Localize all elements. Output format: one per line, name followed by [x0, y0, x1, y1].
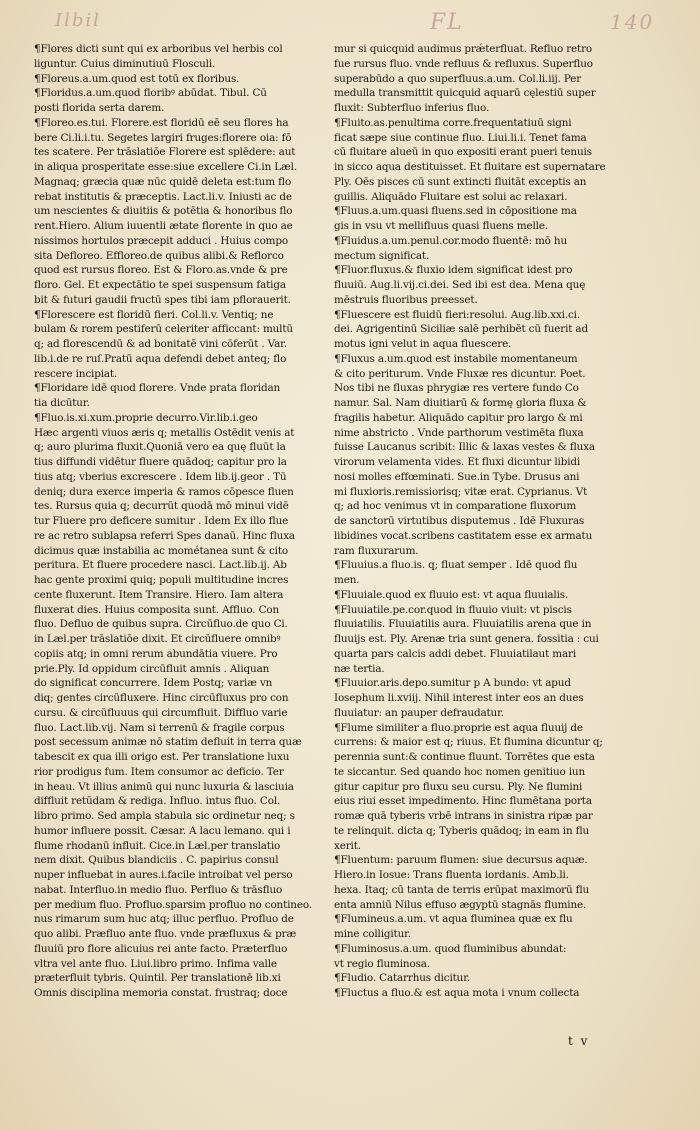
- text-line: bere Ci.li.i.tu. Segetes largiri fruges:florere oia: fō: [34, 131, 292, 144]
- text-line: diq; gentes circūfluxere. Hinc circūfluxus pro con: [34, 692, 289, 704]
- text-line: flume rhodanū influit. Cice.in Læl.per translatio: [34, 839, 281, 852]
- text-line: Omnis disciplina memoria constat. frustraq; doce: [34, 987, 288, 999]
- text-line: fluuiū. Aug.li.vij.ci.dei. Sed ibi est dea. Mena quę: [334, 279, 586, 291]
- text-line: ¶Floridare idē quod florere. Vnde prata floridan: [34, 382, 281, 395]
- text-line: motus igni velut in aqua fluescere.: [334, 338, 512, 350]
- text-line: tes. Rursus quia q; decurrūt quodā mō minui vidē: [34, 500, 289, 513]
- text-line: medulla transmittit quicquid aquarū cęlestiū super: [334, 87, 596, 100]
- text-line: re ac retro sublapsa referri Spes danaū. Hinc fluxa: [34, 529, 295, 542]
- text-line: Nos tibi ne fluxas phrygiæ res vertere fundo Co: [334, 382, 579, 395]
- text-line: tabescit ex qua illi origo est. Per translatione luxu: [34, 751, 290, 763]
- text-line: dei. Agrigentinū Siciliæ salē perhibēt cū fuerit ad: [334, 323, 588, 336]
- text-line: mine colligitur.: [334, 928, 411, 940]
- text-line: prie.Ply. Id oppidum circūfluit amnis . Aliquan: [34, 662, 270, 675]
- text-line: guillis. Aliquādo Fluitare est solui ac relaxari.: [334, 190, 568, 203]
- text-line: libro primo. Sed ampla stabula sic ordinetur neq; s: [34, 810, 295, 822]
- text-line: ¶Fluus.a.um.quasi fluens.sed in cōpositione ma: [334, 205, 577, 218]
- text-line: sita Defloreo. Effloreo.de quibus alibi.& Reflorco: [34, 249, 284, 262]
- text-line: cente fluxerunt. Item Transire. Hiero. Iam altera: [34, 588, 284, 601]
- text-line: fluo. Defluo de quibus supra. Circūfluo.de quo Ci.: [34, 618, 288, 631]
- text-line: in sicco aqua destituisset. Et fluitare est supernatare: [334, 161, 606, 173]
- text-line: q; ad hoc venimus vt in comparatione fluxorum: [334, 500, 577, 513]
- text-line: ¶Florescere est floridū fieri. Col.li.v. Ventiq; ne: [34, 308, 274, 321]
- text-line: fluo. Lact.lib.vij. Nam si terrenū & fragile corpus: [34, 721, 285, 734]
- text-line: nuper influebat in aures.i.facile introibat vel perso: [34, 869, 293, 881]
- text-line: virorum velamenta vides. Et fluxi dicuntur libidi: [334, 456, 581, 468]
- text-line: tius atq; vberius excrescere . Idem lib.ij.geor . Tū: [34, 470, 287, 483]
- text-line: mur si quicquid audimus prǽterfluat. Refluo retro: [334, 43, 592, 55]
- text-line: bit & futuri gaudii fructū spes tibi iam pflorauerit.: [34, 293, 291, 306]
- text-line: ¶Fluuiale.quod ex fluuio est: vt aqua fluuialis.: [334, 588, 569, 601]
- text-column-left: [34, 42, 316, 1001]
- text-line: per medium fluo. Profluo.sparsim profluo no contineo.: [34, 898, 312, 911]
- text-line: enta amniū Nilus effuso ægyptū stagnās flumine.: [334, 898, 587, 911]
- text-line: currens: & maior est q; riuus. Et flumina dicuntur q;: [334, 736, 603, 749]
- handwritten-mark-left: Ilbil: [55, 10, 101, 31]
- text-line: copiis atq; in omni rerum abundātia viuere. Pro: [34, 647, 278, 660]
- text-line: Hiero.in Iosue: Trans fluenta iordanis. Amb.li.: [334, 869, 569, 881]
- text-line: xerit.: [334, 839, 361, 852]
- text-line: mi fluxioris.remissiorisq; vitæ erat. Cyprianus. Vt: [334, 485, 588, 498]
- text-line: Magnaq; græcia quæ nūc quidē deleta est:tum flo: [34, 175, 292, 188]
- text-line: te siccantur. Sed quando hoc nomen genitiuo iun: [334, 765, 586, 778]
- text-line: posti florida serta darem.: [34, 102, 165, 114]
- text-line: fluuiatur: an pauper defraudatur.: [334, 706, 504, 719]
- text-line: fluuiū pro flore alicuius rei ante facto. Præterfluo: [34, 942, 288, 955]
- text-line: de sanctorū virtutibus disputemus . Idē Fluxuras: [334, 515, 585, 527]
- text-line: diffluit retūdam & rediga. Influo. intus fluo. Col.: [34, 795, 281, 808]
- text-line: nissimos hortulos præcepit adduci . Huius compo: [34, 234, 288, 247]
- text-line: næ tertia.: [334, 662, 385, 675]
- text-line: ram fluxurarum.: [334, 544, 419, 557]
- text-line: q; ad florescendū & ad bonitatē vini cōferūt . Var.: [34, 338, 287, 350]
- text-line: rior prodigus fum. Item consumor ac deficio. Ter: [34, 765, 284, 778]
- text-line: ¶Fluentum: paruum flumen: siue decursus aquæ.: [334, 854, 588, 867]
- text-line: rescere incipiat.: [34, 367, 118, 380]
- signature-mark: t v: [568, 1034, 590, 1048]
- text-line: perennia sunt:& continue fluunt. Torrētes que esta: [334, 751, 595, 763]
- text-line: um nescientes & diuitiis & potētia & honoribus flo: [34, 205, 293, 218]
- text-line: ¶Floreo.es.tui. Florere.est floridū eē seu flores ha: [34, 116, 289, 129]
- text-line: post secessum animæ nō statim defluit in terra quæ: [34, 736, 302, 749]
- text-line: nime abstricto . Vnde parthorum vestimēta fluxa: [334, 426, 584, 439]
- text-line: tes scatere. Per trāslatiōe Florere est splēdere: aut: [34, 146, 296, 159]
- text-line: vt regio fluminosa.: [334, 957, 430, 970]
- text-line: ¶Fluor.fluxus.& fluxio idem significat idest pro: [334, 264, 573, 277]
- text-line: quarta pars calcis addi debet. Fluuiatilaut mari: [334, 647, 577, 660]
- text-line: ¶Fluescere est fluidū fieri:resolui. Aug.lib.xxi.ci.: [334, 308, 580, 321]
- text-line: bulam & rorem pestiferū celeriter afficcant: multū: [34, 323, 293, 336]
- text-line: superabūdo a quo superfluus.a.um. Col.li.iij. Per: [334, 72, 582, 85]
- text-line: fluuijs est. Ply. Arenæ tria sunt genera. fossitia : cui: [334, 633, 599, 645]
- text-line: gis in vsu vt mellifluus quasi fluens melle.: [334, 220, 548, 232]
- text-line: ¶Fluo.is.xi.xum.proprie decurro.Vir.lib.i.geo: [34, 411, 258, 424]
- text-line: eius riui esset impedimento. Hinc flumētana porta: [334, 795, 592, 808]
- text-line: q; auro plurima fluxit.Quoniā vero ea quę fluūt la: [34, 441, 286, 454]
- text-line: ¶Floreus.a.um.quod est totū ex floribus.: [34, 72, 240, 85]
- text-line: ¶Fluito.as.penultima corre.frequentatiuū signi: [334, 116, 572, 129]
- text-line: Iosephum li.xviij. Nihil interest inter eos an dues: [334, 692, 584, 704]
- text-line: ¶Fluuius.a fluo.is. q; fluat semper . Idē quod flu: [334, 559, 578, 572]
- text-line: nosi molles effœminati. Sue.in Tybe. Drusus ani: [334, 470, 580, 483]
- text-line: hexa. Itaq; cū tanta de terris erūpat maximorū flu: [334, 883, 590, 896]
- text-line: tius diffundi vidētur fluere quādoq; capitur pro la: [34, 456, 287, 468]
- text-column-right: [334, 42, 620, 1001]
- text-line: fue rursus fluo. vnde refluus & refluxus. Superfluo: [334, 57, 593, 70]
- text-line: peritura. Et fluere procedere nasci. Lact.lib.ij. Ab: [34, 559, 287, 572]
- text-line: mēstruis fluoribus preesset.: [334, 293, 478, 306]
- text-line: vltra vel ante fluo. Liui.libro primo. Infima valle: [34, 957, 277, 970]
- text-line: men.: [334, 574, 360, 586]
- text-line: gitur capitur pro fluxu seu cursu. Ply. Ne flumini: [334, 780, 583, 793]
- text-line: ¶Floridus.a.um.quod floribꝰ abūdat. Tibul. Cū: [34, 87, 267, 100]
- text-line: ¶Fludio. Catarrhus dicitur.: [334, 972, 471, 985]
- text-line: floro. Gel. Et expectātio te spei suspensum fatiga: [34, 279, 286, 291]
- text-line: tur Fluere pro deficere sumitur . Idem Ex illo flue: [34, 515, 289, 527]
- text-line: tia dicūtur.: [34, 397, 90, 409]
- text-line: rebat institutis & præceptis. Lact.li.v. Iniusti ac de: [34, 190, 292, 203]
- text-line: fragilis habetur. Aliquādo capitur pro largo & mi: [334, 411, 583, 424]
- text-line: cū fluitare alueū in quo expositi erant pueri tenuis: [334, 146, 592, 159]
- handwritten-mark-center: FL: [430, 10, 464, 35]
- text-line: deniq; dura exerce imperia & ramos cōpesce fluen: [34, 485, 294, 498]
- text-line: Ply. Oēs pisces cū sunt extincti fluitāt exceptis an: [334, 175, 587, 188]
- text-line: te relinquit. dicta q; Tyberis quādoq; in eam in flu: [334, 824, 590, 837]
- text-line: fuisse Laucanus scribit: Illic & laxas vestes & fluxa: [334, 441, 595, 454]
- text-line: nus rimarum sum huc atq; illuc perfluo. Profluo de: [34, 913, 294, 926]
- text-line: ¶Fluidus.a.um.penul.cor.modo fluentē: mō hu: [334, 234, 567, 247]
- text-line: in Læl.per trāslatiōe dixit. Et circūfluere omnibꝰ: [34, 633, 281, 645]
- text-line: nem dixit. Quibus blandiciis . C. papirius consul: [34, 854, 279, 867]
- text-line: do significat concurrere. Idem Postq; variæ vn: [34, 677, 273, 690]
- text-line: namur. Sal. Nam diuitiarū & formę gloria fluxa &: [334, 397, 587, 409]
- text-line: præterfluit tybris. Quintil. Per translationē lib.xi: [34, 972, 281, 985]
- text-line: nabat. Interfluo.in medio fluo. Perfluo & trāsfluo: [34, 883, 283, 896]
- text-line: ¶Flume similiter a fluo.proprie est aqua fluuij de: [334, 721, 583, 734]
- text-line: dicimus quæ instabilia ac mométanea sunt & cito: [34, 544, 288, 557]
- text-line: lib.i.de re ruſ.Pratū aqua defendi debet anteq; flo: [34, 352, 287, 365]
- text-line: ficat sæpe siue continue fluo. Liui.li.i. Tenet fama: [334, 131, 587, 144]
- text-line: ¶Flumineus.a.um. vt aqua fluminea quæ ex flu: [334, 913, 573, 926]
- text-line: Hæc argenti viuos æris q; metallis Ostēdit venis at: [34, 426, 295, 439]
- text-line: libidines vocat.scribens castitatem esse ex armatu: [334, 529, 593, 542]
- text-line: humor influere possit. Cæsar. A lacu lemano. qui i: [34, 824, 291, 837]
- text-line: ¶Fluxus a.um.quod est instabile momentaneum: [334, 352, 578, 365]
- text-line: ¶Fluminosus.a.um. quod fluminibus abundat:: [334, 942, 567, 955]
- text-line: & cito periturum. Vnde Fluxæ res dicuntur. Poet.: [334, 367, 586, 380]
- text-line: mectum significat.: [334, 249, 430, 262]
- text-line: romæ quā tyberis vrbē intrans in sinistra ripæ par: [334, 810, 593, 822]
- text-line: hac gente proximi quiq; populi multitudine incres: [34, 574, 289, 586]
- text-line: rent.Hiero. Alium iuuentli ætate florente in quo ae: [34, 220, 293, 232]
- text-line: fluxerat dies. Huius composita sunt. Affluo. Con: [34, 603, 280, 616]
- text-line: ¶Fluuior.aris.depo.sumitur p A bundo: vt apud: [334, 677, 571, 690]
- text-line: liguntur. Cuius diminutiuū Flosculi.: [34, 57, 216, 70]
- text-line: fluxit: Subterfluo inferius fluo.: [334, 102, 490, 114]
- text-line: in aliqua prosperitate esse:siue excellere Ci.in Læl.: [34, 161, 297, 173]
- text-line: quo alibi. Præfluo ante fluo. vnde præfluxus & præ: [34, 928, 297, 940]
- text-line: quod est rursus floreo. Est & Floro.as.vnde & pre: [34, 264, 288, 277]
- handwritten-folio-number: 140: [610, 10, 655, 34]
- text-line: ¶Fluctus a fluo.& est aqua mota i vnum collecta: [334, 987, 580, 999]
- text-line: ¶Flores dicti sunt qui ex arboribus vel herbis col: [34, 43, 283, 55]
- text-line: in heau. Vt illius animū qui nunc luxuria & lasciuia: [34, 780, 294, 793]
- text-line: fluuiatilis. Fluuiatilis aura. Fluuiatilis arena que in: [334, 618, 592, 631]
- text-line: ¶Fluuiatile.pe.cor.quod in fluuio viuit: vt piscis: [334, 603, 572, 616]
- text-line: cursu. & circūfluuus qui circumfluit. Diffluo varie: [34, 706, 288, 719]
